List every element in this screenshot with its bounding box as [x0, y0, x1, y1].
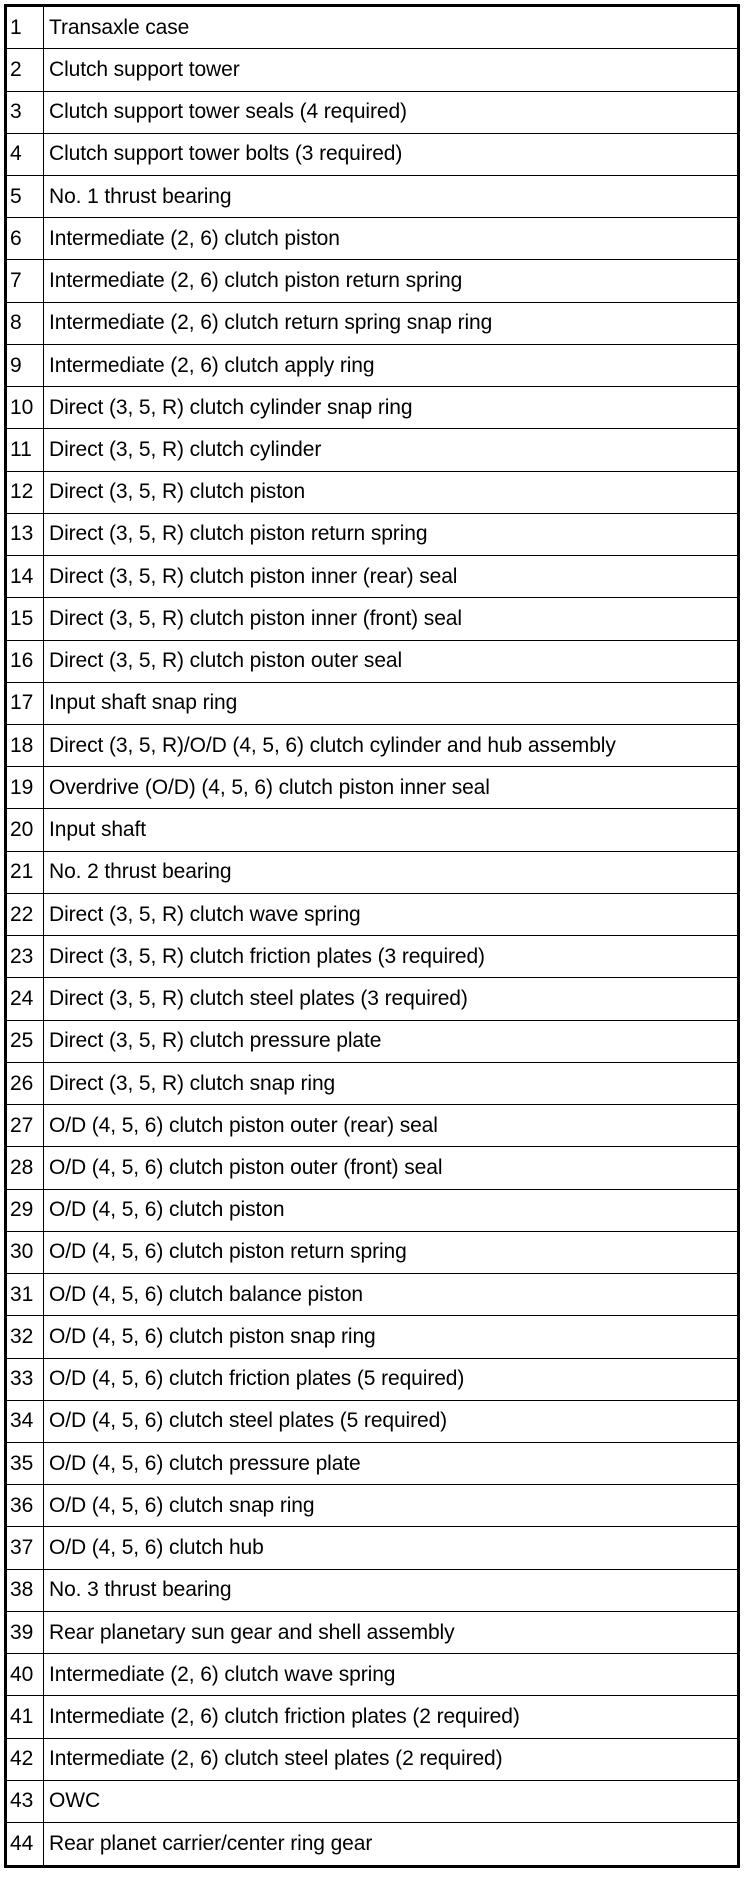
part-description-cell: O/D (4, 5, 6) clutch piston — [44, 1189, 739, 1231]
part-number-cell: 10 — [6, 387, 44, 429]
part-number-cell: 19 — [6, 767, 44, 809]
part-description-cell: Direct (3, 5, R) clutch piston inner (rear) seal — [44, 556, 739, 598]
table-row — [6, 344, 739, 386]
part-description-cell: Direct (3, 5, R) clutch cylinder — [44, 429, 739, 471]
table-row — [6, 1400, 739, 1442]
part-number-cell: 35 — [6, 1443, 44, 1485]
part-number-cell: 4 — [6, 133, 44, 175]
part-number-cell: 32 — [6, 1316, 44, 1358]
part-description-cell: O/D (4, 5, 6) clutch piston return spring — [44, 1231, 739, 1273]
part-number-cell: 14 — [6, 556, 44, 598]
table-row — [6, 725, 739, 767]
part-number-cell: 18 — [6, 725, 44, 767]
part-number-cell: 11 — [6, 429, 44, 471]
table-row — [6, 91, 739, 133]
part-description-cell: Direct (3, 5, R) clutch steel plates (3 required) — [44, 978, 739, 1020]
part-description-cell: Intermediate (2, 6) clutch friction plates (2 required) — [44, 1696, 739, 1738]
part-number-cell: 24 — [6, 978, 44, 1020]
table-row — [6, 175, 739, 217]
part-description-cell: Intermediate (2, 6) clutch wave spring — [44, 1654, 739, 1696]
part-number-cell: 44 — [6, 1823, 44, 1867]
part-description-cell: Direct (3, 5, R) clutch piston return spring — [44, 513, 739, 555]
part-description-cell: O/D (4, 5, 6) clutch hub — [44, 1527, 739, 1569]
table-row — [6, 1147, 739, 1189]
table-row — [6, 640, 739, 682]
table-row — [6, 260, 739, 302]
part-description-cell: Intermediate (2, 6) clutch apply ring — [44, 344, 739, 386]
table-row — [6, 1823, 739, 1867]
part-number-cell: 36 — [6, 1485, 44, 1527]
part-number-cell: 29 — [6, 1189, 44, 1231]
table-row — [6, 1569, 739, 1611]
table-row — [6, 133, 739, 175]
table-row — [6, 1527, 739, 1569]
part-number-cell: 42 — [6, 1738, 44, 1780]
part-number-cell: 23 — [6, 936, 44, 978]
part-number-cell: 43 — [6, 1780, 44, 1822]
part-number-cell: 22 — [6, 893, 44, 935]
table-row — [6, 1105, 739, 1147]
table-row — [6, 1611, 739, 1653]
table-row — [6, 1443, 739, 1485]
table-row — [6, 218, 739, 260]
table-row — [6, 598, 739, 640]
table-row — [6, 1020, 739, 1062]
part-description-cell: O/D (4, 5, 6) clutch snap ring — [44, 1485, 739, 1527]
part-description-cell: Transaxle case — [44, 6, 739, 49]
part-description-cell: O/D (4, 5, 6) clutch piston snap ring — [44, 1316, 739, 1358]
part-description-cell: Input shaft — [44, 809, 739, 851]
table-row — [6, 767, 739, 809]
table-row — [6, 893, 739, 935]
table-row — [6, 429, 739, 471]
table-row — [6, 1654, 739, 1696]
part-description-cell: Rear planetary sun gear and shell assembly — [44, 1611, 739, 1653]
table-row — [6, 471, 739, 513]
part-description-cell: O/D (4, 5, 6) clutch pressure plate — [44, 1443, 739, 1485]
table-row — [6, 302, 739, 344]
table-row — [6, 1274, 739, 1316]
part-number-cell: 28 — [6, 1147, 44, 1189]
table-row — [6, 49, 739, 91]
table-row — [6, 1358, 739, 1400]
table-row — [6, 936, 739, 978]
part-number-cell: 13 — [6, 513, 44, 555]
table-row — [6, 851, 739, 893]
part-number-cell: 3 — [6, 91, 44, 133]
part-number-cell: 40 — [6, 1654, 44, 1696]
part-description-cell: Direct (3, 5, R) clutch piston — [44, 471, 739, 513]
part-number-cell: 17 — [6, 682, 44, 724]
part-description-cell: Intermediate (2, 6) clutch piston — [44, 218, 739, 260]
part-description-cell: No. 1 thrust bearing — [44, 175, 739, 217]
part-number-cell: 27 — [6, 1105, 44, 1147]
table-row — [6, 978, 739, 1020]
part-number-cell: 26 — [6, 1062, 44, 1104]
part-number-cell: 25 — [6, 1020, 44, 1062]
part-description-cell: O/D (4, 5, 6) clutch friction plates (5 required) — [44, 1358, 739, 1400]
part-number-cell: 38 — [6, 1569, 44, 1611]
part-description-cell: Input shaft snap ring — [44, 682, 739, 724]
part-number-cell: 8 — [6, 302, 44, 344]
part-number-cell: 9 — [6, 344, 44, 386]
part-number-cell: 39 — [6, 1611, 44, 1653]
part-description-cell: Direct (3, 5, R) clutch piston outer seal — [44, 640, 739, 682]
part-number-cell: 16 — [6, 640, 44, 682]
table-row — [6, 1316, 739, 1358]
part-description-cell: Direct (3, 5, R) clutch friction plates (3 required) — [44, 936, 739, 978]
table-row — [6, 1189, 739, 1231]
part-description-cell: Intermediate (2, 6) clutch return spring snap ring — [44, 302, 739, 344]
part-description-cell: Intermediate (2, 6) clutch piston return spring — [44, 260, 739, 302]
part-description-cell: Clutch support tower seals (4 required) — [44, 91, 739, 133]
part-number-cell: 6 — [6, 218, 44, 260]
part-number-cell: 5 — [6, 175, 44, 217]
table-row — [6, 809, 739, 851]
part-number-cell: 21 — [6, 851, 44, 893]
part-number-cell: 20 — [6, 809, 44, 851]
part-description-cell: O/D (4, 5, 6) clutch piston outer (front) seal — [44, 1147, 739, 1189]
part-description-cell: Intermediate (2, 6) clutch steel plates (2 required) — [44, 1738, 739, 1780]
part-description-cell: Direct (3, 5, R) clutch piston inner (front) seal — [44, 598, 739, 640]
table-row — [6, 556, 739, 598]
part-number-cell: 7 — [6, 260, 44, 302]
part-number-cell: 2 — [6, 49, 44, 91]
table-row — [6, 1780, 739, 1822]
table-row — [6, 1485, 739, 1527]
part-number-cell: 15 — [6, 598, 44, 640]
part-number-cell: 37 — [6, 1527, 44, 1569]
part-description-cell: Rear planet carrier/center ring gear — [44, 1823, 739, 1867]
table-row — [6, 6, 739, 49]
parts-table-body — [6, 6, 739, 1867]
part-description-cell: Overdrive (O/D) (4, 5, 6) clutch piston inner seal — [44, 767, 739, 809]
part-description-cell: Direct (3, 5, R) clutch pressure plate — [44, 1020, 739, 1062]
part-description-cell: Clutch support tower bolts (3 required) — [44, 133, 739, 175]
part-description-cell: OWC — [44, 1780, 739, 1822]
part-description-cell: Direct (3, 5, R) clutch wave spring — [44, 893, 739, 935]
table-row — [6, 682, 739, 724]
part-description-cell: Direct (3, 5, R)/O/D (4, 5, 6) clutch cylinder and hub assembly — [44, 725, 739, 767]
parts-legend-table — [4, 4, 740, 1868]
part-description-cell: O/D (4, 5, 6) clutch piston outer (rear) seal — [44, 1105, 739, 1147]
part-number-cell: 33 — [6, 1358, 44, 1400]
part-number-cell: 30 — [6, 1231, 44, 1273]
part-description-cell: O/D (4, 5, 6) clutch balance piston — [44, 1274, 739, 1316]
part-description-cell: Direct (3, 5, R) clutch snap ring — [44, 1062, 739, 1104]
part-number-cell: 31 — [6, 1274, 44, 1316]
table-row — [6, 387, 739, 429]
part-number-cell: 34 — [6, 1400, 44, 1442]
part-number-cell: 12 — [6, 471, 44, 513]
table-row — [6, 1696, 739, 1738]
part-number-cell: 1 — [6, 6, 44, 49]
table-row — [6, 513, 739, 555]
table-row — [6, 1738, 739, 1780]
table-row — [6, 1231, 739, 1273]
part-description-cell: Clutch support tower — [44, 49, 739, 91]
part-description-cell: No. 3 thrust bearing — [44, 1569, 739, 1611]
part-description-cell: No. 2 thrust bearing — [44, 851, 739, 893]
part-description-cell: Direct (3, 5, R) clutch cylinder snap ring — [44, 387, 739, 429]
table-row — [6, 1062, 739, 1104]
part-number-cell: 41 — [6, 1696, 44, 1738]
part-description-cell: O/D (4, 5, 6) clutch steel plates (5 required) — [44, 1400, 739, 1442]
